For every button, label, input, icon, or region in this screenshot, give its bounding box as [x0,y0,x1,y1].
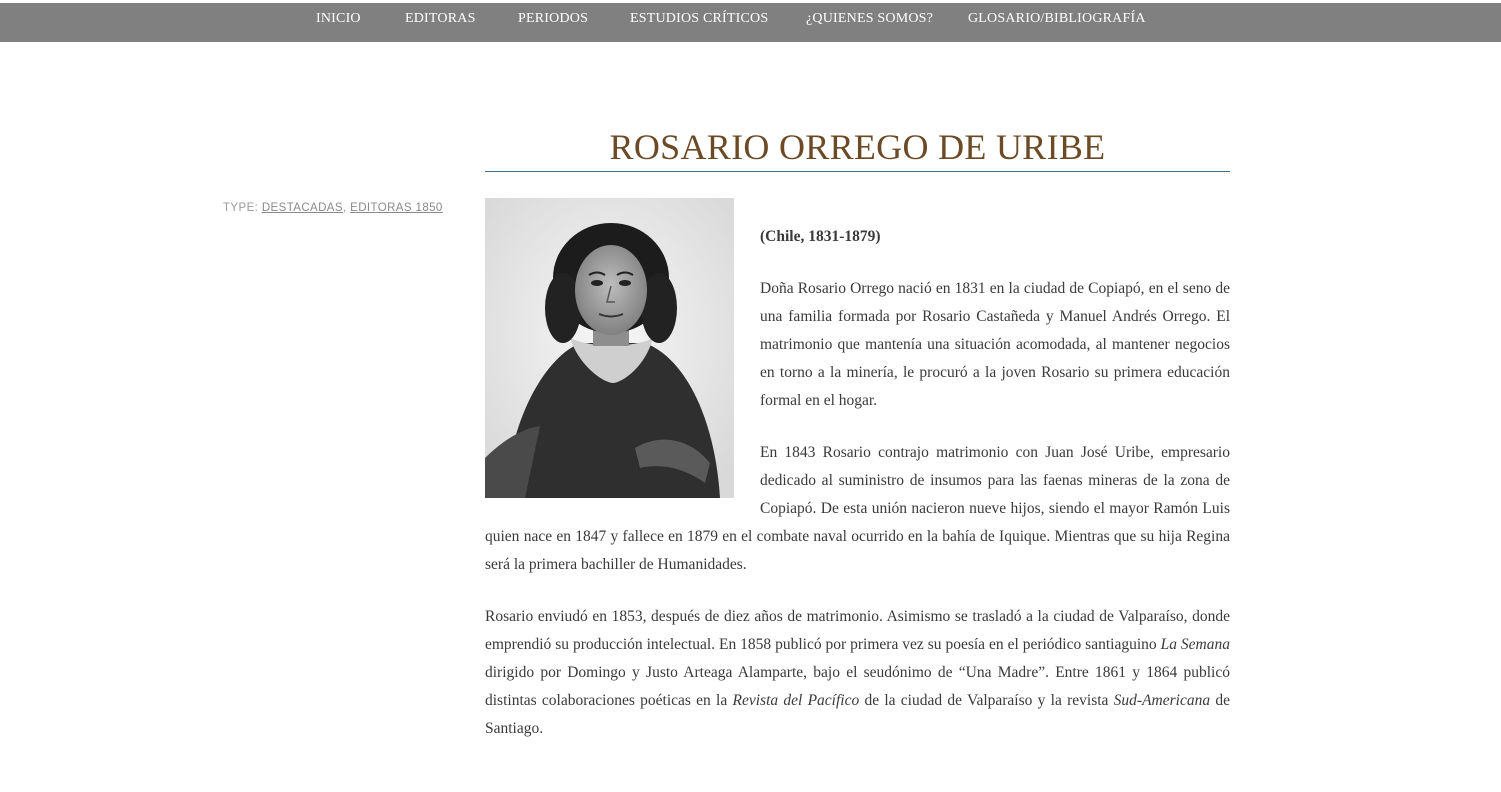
article-body [485,223,1230,767]
publication-la-semana: La Semana [1160,636,1230,653]
nav-inicio[interactable]: INICIO [316,11,361,26]
image-float-spacer [485,223,760,500]
main-navbar [0,3,1501,42]
type-separator: , [342,202,351,214]
paragraph-2: En 1843 Rosario contrajo matrimonio con Juan José Uribe, empresario dedicado al suministro de insumos para las faenas mineras de la zona de Copiapó. De esta unión nacieron nueve hijos, siendo el mayor Ramón Luis quien nace en 1847 y fallece en 1879 en el combate naval ocurrido en la bahía de Iquique. Mientras que su hija Regina será la primera bachiller de Humanidades. [485,444,1230,573]
publication-sud-americana: Sud-Americana [1113,692,1211,709]
title-divider [485,171,1230,172]
publication-revista-del-pacifico: Revista del Pacífico [732,692,860,709]
article-subtitle: (Chile, 1831-1879) [760,228,881,245]
paragraph-1: Doña Rosario Orrego nació en 1831 en la ciudad de Copiapó, en el seno de una familia formada por Rosario Castañeda y Manuel Andrés Orrego. El matrimonio que mantenía una situación acomodada, al mantener negocios en torno a la minería, le procuró a la joven Rosario su primera educación formal en el hogar. [760,280,1230,409]
nav-editoras[interactable]: EDITORAS [405,11,476,26]
nav-glosario-bibliografia[interactable]: GLOSARIO/BIBLIOGRAFÍA [968,11,1146,26]
nav-estudios-criticos[interactable]: ESTUDIOS CRÍTICOS [630,11,769,26]
type-label: TYPE: [223,202,259,214]
page-title: ROSARIO ORREGO DE URIBE [609,127,1106,167]
nav-quienes-somos[interactable]: ¿QUIENES SOMOS? [806,11,934,26]
nav-periodos[interactable]: PERIODOS [518,11,589,26]
type-link-editoras-1850[interactable]: EDITORAS 1850 [350,202,443,214]
type-link-destacadas[interactable]: DESTACADAS [261,202,343,214]
post-type-meta [223,202,443,214]
paragraph-3: Rosario enviudó en 1853, después de diez años de matrimonio. Asimismo se trasladó a la ciudad de Valparaíso, donde emprendió su producción intelectual. En 1858 publicó por primera vez su poesía en el periódico santiaguino La Semana dirigido por Domingo y Justo Arteaga Alamparte, bajo el seudónimo de “Una Madre”. Entre 1861 y 1864 publicó distintas colaboraciones poéticas en la Revista del Pacífico de la ciudad de Valparaíso y la revista Sud-Americana de Santiago. [485,608,1230,737]
